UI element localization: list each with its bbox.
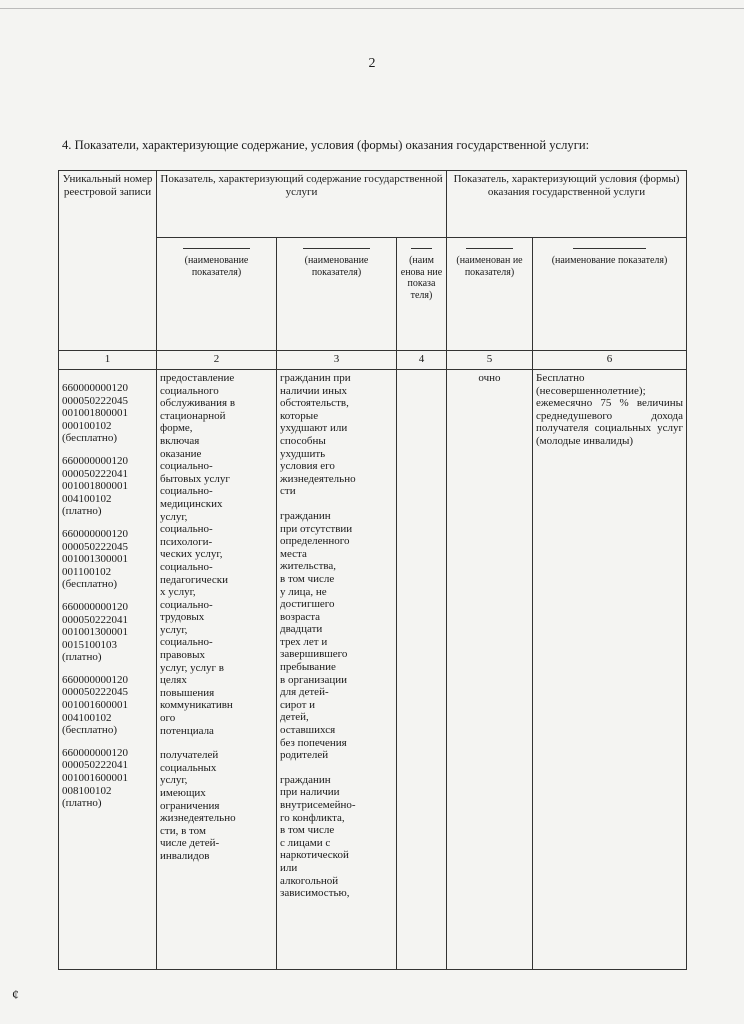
registry-code: 660000000120 000050222041 001001800001 004100102 (платно) [62,454,128,518]
subheader-col3-label: (наименование показателя) [304,255,369,278]
subheader-col2-label: (наименование показателя) [184,255,249,278]
registry-codes-cell [59,370,157,970]
subheader-col4 [397,238,447,351]
blank-line [466,248,513,249]
blank-line [303,248,371,249]
registry-code: 660000000120 000050222041 001001300001 0015100103 (платно) [62,600,128,664]
subheader-col5 [447,238,533,351]
column-number: 6 [533,351,687,370]
blank-line [573,248,647,249]
recipient-category-text: гражданин при наличии внутрисемейно- го конфликта, в том числе с лицами с наркотической или алкогольной зависимостью, [280,773,356,900]
subheader-col5-label: (наименован ие показателя) [456,255,523,278]
column-number: 2 [157,351,277,370]
indicators-table [58,170,687,970]
subheader-col6 [533,238,687,351]
registry-code: 660000000120 000050222045 001001600001 004100102 (бесплатно) [62,673,128,737]
data-row [59,370,687,970]
column-number: 5 [447,351,533,370]
service-form-cell: очно [447,370,533,970]
section-heading: 4. Показатели, характеризующие содержание, условия (формы) оказания государственной услуги: [62,138,590,152]
scan-mark: ¢ [12,988,19,1003]
scan-edge-line [0,8,744,9]
col4-cell [397,370,447,970]
subheader-col3 [277,238,397,351]
header-content-indicator: Показатель, характеризующий содержание государственной услуги [157,171,447,238]
registry-code: 660000000120 000050222045 001001800001 000100102 (бесплатно) [62,382,128,445]
subheader-col6-label: (наименование показателя) [551,255,668,266]
column-number: 1 [59,351,157,370]
recipient-category-cell [277,370,397,970]
service-content-text: предоставление социального обслуживания в стационарной форме, включая оказание социально- бытовых услуг социально- медицинских услуг, социально- психологи- ческих услуг, социально- педагогически х услуг, социально- трудовых услуг, социально- правовых услуг, услуг в целях повышения коммуникативн ого потенциала [160,372,236,737]
registry-code: 660000000120 000050222045 001001300001 001100102 (бесплатно) [62,527,128,591]
registry-code: 660000000120 000050222041 001001600001 008100102 (платно) [62,746,128,810]
header-row-1 [59,171,687,238]
blank-line [411,248,433,249]
header-conditions-indicator: Показатель, характеризующий условия (формы) оказания государственной услуги [447,171,687,238]
service-content-cell [157,370,277,970]
column-number: 3 [277,351,397,370]
payment-terms-cell: Бесплатно (несовершеннолетние); ежемесячно 75 % величины среднедушевого дохода получателя социальных услуг (молодые инвалиды) [533,370,687,970]
subheader-col2 [157,238,277,351]
recipient-category-text: гражданин при отсутствии определенного места жительства, в том числе у лица, не достигшего возраста двадцати трех лет и завершившего пребывание в организации для детей- сирот и детей, оставшихся без попечения родителей [280,509,353,762]
column-numbers-row [59,351,687,370]
header-registry-number: Уникальный номер реестровой записи [59,171,157,351]
service-recipients-text: получателей социальных услуг, имеющих ограничения жизнедеятельно сти, в том числе детей- инвалидов [160,749,236,862]
column-number: 4 [397,351,447,370]
recipient-category-text: гражданин при наличии иных обстоятельств, которые ухудшают или способны ухудшить условия его жизнедеятельно сти [280,372,356,498]
subheader-col4-label: (наим енова ние показа теля) [400,255,443,301]
page-number: 2 [368,56,376,71]
blank-line [183,248,251,249]
